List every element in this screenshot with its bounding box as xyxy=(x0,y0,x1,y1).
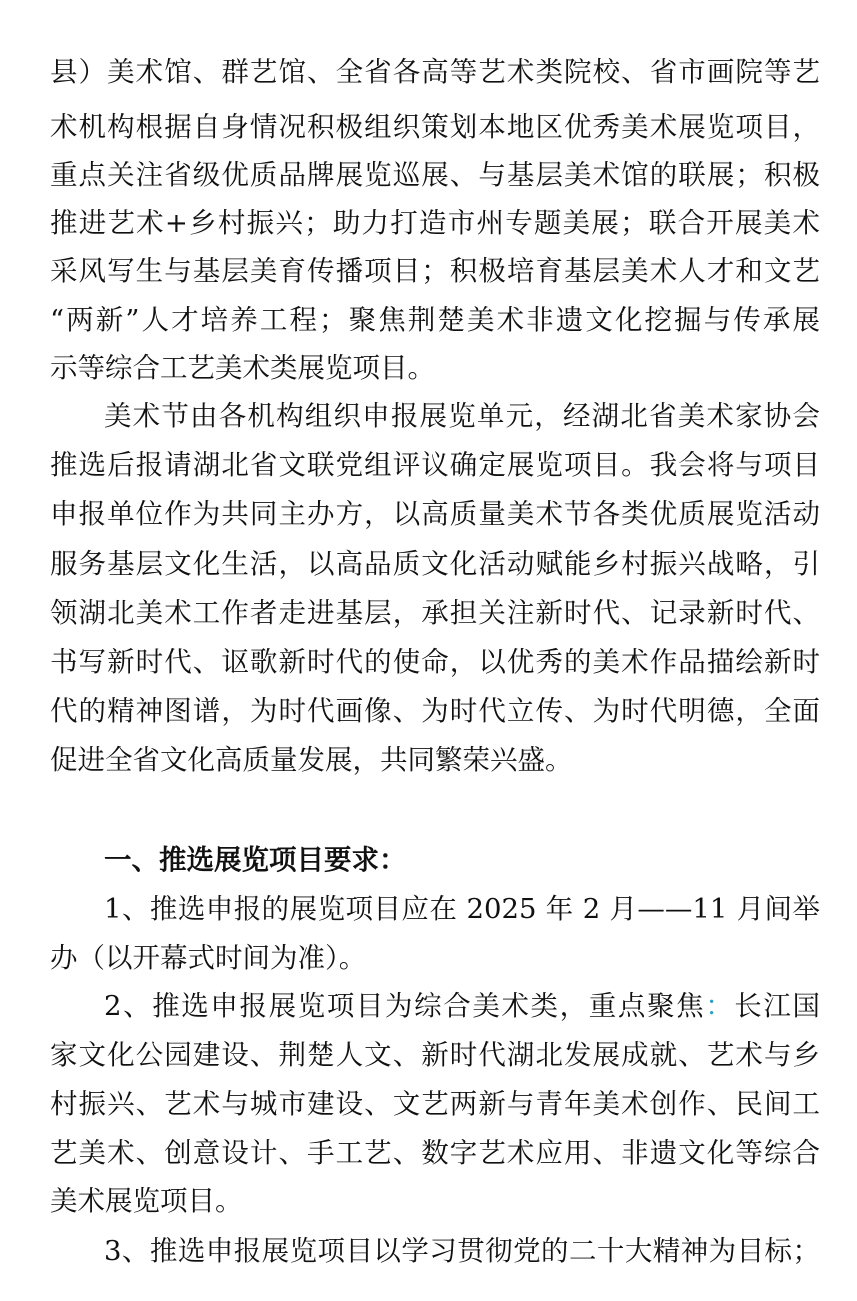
paragraph-2-line-6: 书写新时代、讴歌新时代的使命，以优秀的美术作品描绘新时 xyxy=(50,646,820,678)
item-2-accent-colon: ： xyxy=(705,990,735,1022)
item-2-line-5: 美术展览项目。 xyxy=(50,1185,243,1217)
paragraph-1-line-7: 示等综合工艺美术类展览项目。 xyxy=(50,352,435,384)
paragraph-1-line-3: 重点关注省级优质品牌展览巡展、与基层美术馆的联展；积极 xyxy=(50,159,820,191)
item-2-line-1-text: 2、推选申报展览项目为综合美术类，重点聚焦 xyxy=(104,990,706,1022)
section-heading: 一、推选展览项目要求： xyxy=(104,844,407,876)
paragraph-2-line-8: 促进全省文化高质量发展，共同繁荣兴盛。 xyxy=(50,744,573,776)
paragraph-1-line-6: “两新”人才培养工程；聚焦荆楚美术非遗文化挖掘与传承展 xyxy=(50,304,820,336)
paragraph-2-line-5: 领湖北美术工作者走进基层，承担关注新时代、记录新时代、 xyxy=(50,597,820,629)
paragraph-1-line-2: 术机构根据自身情况积极组织策划本地区优秀美术展览项目， xyxy=(50,111,820,143)
item-2-line-1-tail: 长江国 xyxy=(734,990,820,1022)
item-2-line-2: 家文化公园建设、荆楚人文、新时代湖北发展成就、艺术与乡 xyxy=(50,1039,820,1071)
item-3-line-1: 3、推选申报展览项目以学习贯彻党的二十大精神为目标； xyxy=(104,1235,820,1267)
paragraph-2-line-1: 美术节由各机构组织申报展览单元，经湖北省美术家协会 xyxy=(104,400,820,432)
item-2-line-1 xyxy=(104,982,820,1030)
paragraph-2-line-4: 服务基层文化生活，以高品质文化活动赋能乡村振兴战略，引 xyxy=(50,548,820,580)
paragraph-1-line-5: 采风写生与基层美育传播项目；积极培育基层美术人才和文艺 xyxy=(50,255,820,287)
paragraph-2-line-2: 推选后报请湖北省文联党组评议确定展览项目。我会将与项目 xyxy=(50,449,820,481)
item-1-line-1: 1、推选申报的展览项目应在 2025 年 2 月——11 月间举 xyxy=(104,893,820,925)
paragraph-1-line-1: 县）美术馆、群艺馆、全省各高等艺术类院校、省市画院等艺 xyxy=(50,56,820,88)
item-1-line-2: 办（以开幕式时间为准）。 xyxy=(50,942,367,974)
paragraph-2-line-7: 代的精神图谱，为时代画像、为时代立传、为时代明德，全面 xyxy=(50,695,820,727)
item-2-line-4: 艺美术、创意设计、手工艺、数字艺术应用、非遗文化等综合 xyxy=(50,1137,820,1169)
item-2-line-3: 村振兴、艺术与城市建设、文艺两新与青年美术创作、民间工 xyxy=(50,1088,820,1120)
paragraph-2-line-3: 申报单位作为共同主办方，以高质量美术节各类优质展览活动 xyxy=(50,498,820,530)
paragraph-1-line-4: 推进艺术+乡村振兴；助力打造市州专题美展；联合开展美术 xyxy=(50,207,820,239)
